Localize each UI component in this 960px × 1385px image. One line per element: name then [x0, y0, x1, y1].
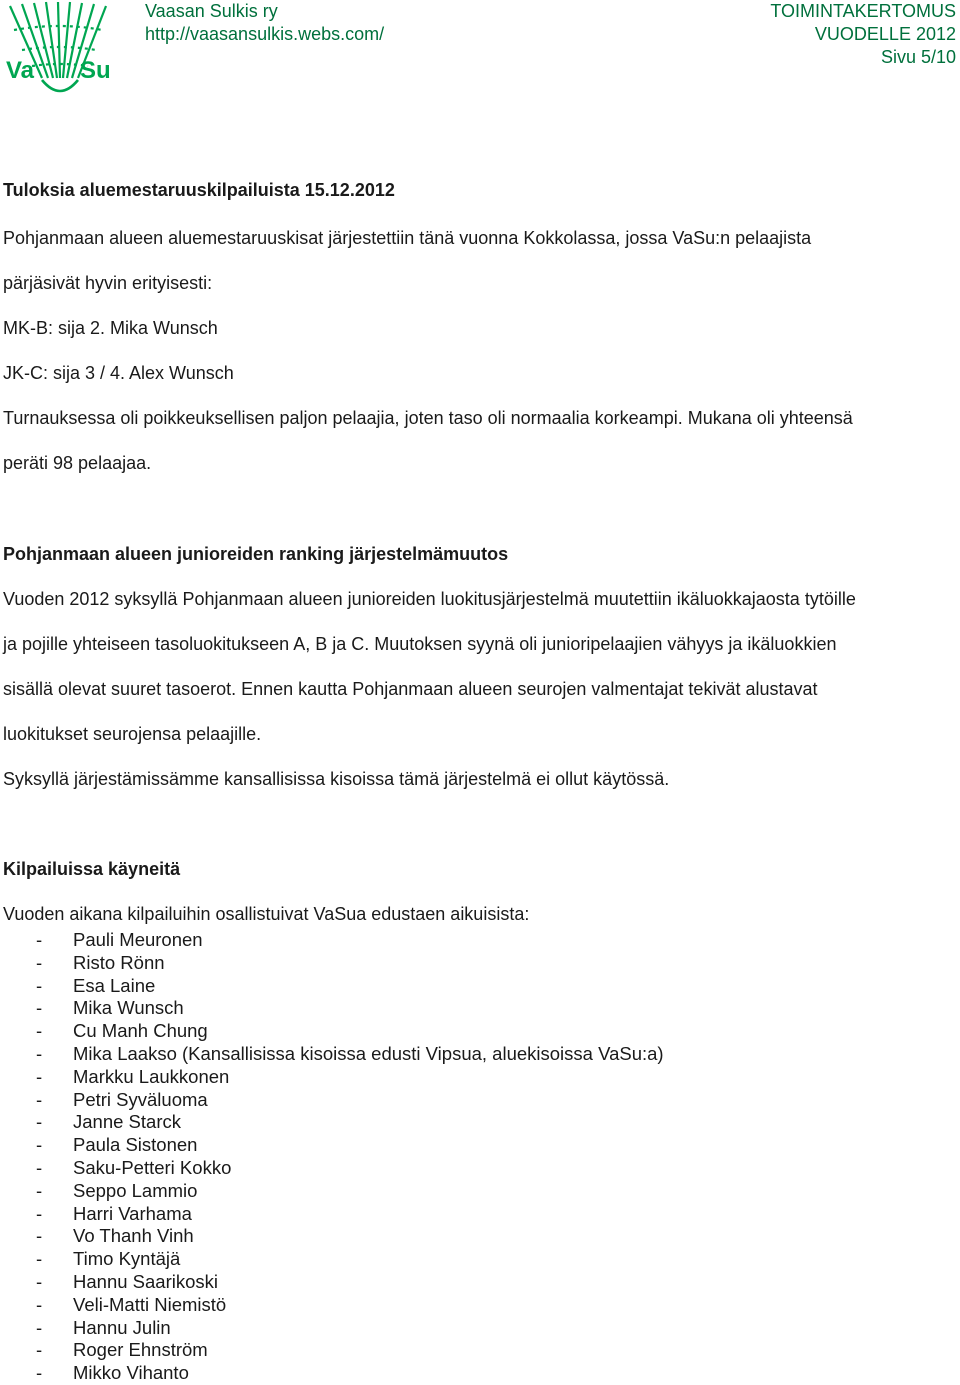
list-dash: -	[36, 1065, 43, 1087]
player-list-item	[36, 929, 664, 952]
player-name: Mikko Vihanto	[73, 1362, 189, 1384]
player-name: Markku Laukkonen	[73, 1065, 230, 1087]
player-list-item	[36, 1134, 664, 1157]
header-right	[770, 0, 956, 69]
player-name: Mika Laakso (Kansallisissa kisoissa edusti Vipsua, aluekisoissa VaSu:a)	[73, 1042, 664, 1064]
paragraph-line: JK-C: sija 3 / 4. Alex Wunsch	[3, 363, 234, 383]
player-list-item	[36, 1248, 664, 1271]
paragraph-line: Pohjanmaan alueen aluemestaruuskisat järjestettiin tänä vuonna Kokkolassa, jossa VaSu:n pelaajista	[3, 228, 812, 248]
logo-text-va: Va	[6, 57, 35, 84]
list-dash: -	[36, 1020, 43, 1042]
player-name: Hannu Saarikoski	[73, 1270, 218, 1292]
list-dash: -	[36, 1202, 43, 1224]
list-dash: -	[36, 1339, 43, 1361]
player-name: Seppo Lammio	[73, 1179, 198, 1201]
player-list-item	[36, 1157, 664, 1180]
player-name: Saku-Petteri Kokko	[73, 1156, 232, 1178]
player-list-item	[36, 1111, 664, 1134]
player-list-item	[36, 952, 664, 975]
player-list-item	[36, 975, 664, 998]
list-dash: -	[36, 974, 43, 996]
list-dash: -	[36, 951, 43, 973]
competitors-intro: Vuoden aikana kilpailuihin osallistuivat VaSua edustaen aikuisista:	[3, 904, 530, 924]
player-name: Veli-Matti Niemistö	[73, 1293, 227, 1315]
player-list-item	[36, 1225, 664, 1248]
list-dash: -	[36, 1111, 43, 1133]
list-dash: -	[36, 1088, 43, 1110]
player-list-item	[36, 1339, 664, 1362]
paragraph-line: luokitukset seurojensa pelaajille.	[3, 724, 262, 744]
paragraph-line: MK-B: sija 2. Mika Wunsch	[3, 318, 218, 338]
player-name: Vo Thanh Vinh	[73, 1225, 194, 1247]
list-dash: -	[36, 1179, 43, 1201]
paragraph-line: Vuoden 2012 syksyllä Pohjanmaan alueen junioreiden luokitusjärjestelmä muutettiin ikäluokkajaosta tytöille	[3, 589, 856, 609]
paragraph-line: Syksyllä järjestämissämme kansallisissa kisoissa tämä järjestelmä ei ollut käytössä.	[3, 769, 670, 789]
players-list	[36, 929, 664, 1385]
header-left	[145, 0, 384, 46]
list-dash: -	[36, 1225, 43, 1247]
list-dash: -	[36, 1316, 43, 1338]
paragraph-line: sisällä olevat suuret tasoerot. Ennen kautta Pohjanmaan alueen seurojen valmentajat tekivät alustavat	[3, 679, 818, 699]
section-heading-results: Tuloksia aluemestaruuskilpailuista 15.12.2012	[3, 180, 395, 200]
player-list-item	[36, 1020, 664, 1043]
paragraph-line: ja pojille yhteiseen tasoluokitukseen A, B ja C. Muutoksen syynä oli junioripelaajien vähyys ja ikäluokkien	[3, 634, 837, 654]
page-number: Sivu 5/10	[880, 47, 956, 67]
list-dash: -	[36, 1270, 43, 1292]
player-list-item	[36, 1089, 664, 1112]
player-list-item	[36, 1180, 664, 1203]
paragraph-line: peräti 98 pelaajaa.	[3, 453, 152, 473]
player-list-item	[36, 1317, 664, 1340]
logo-text-su: Su	[80, 57, 111, 84]
player-list-item	[36, 1203, 664, 1226]
player-name: Paula Sistonen	[73, 1134, 198, 1156]
list-dash: -	[36, 1362, 43, 1384]
player-list-item	[36, 1043, 664, 1066]
doc-title-line1: TOIMINTAKERTOMUS	[770, 1, 956, 21]
player-name: Janne Starck	[73, 1111, 181, 1133]
list-dash: -	[36, 997, 43, 1019]
player-name: Mika Wunsch	[73, 997, 184, 1019]
player-name: Hannu Julin	[73, 1316, 171, 1338]
player-list-item	[36, 1362, 664, 1385]
player-name: Risto Rönn	[73, 951, 165, 973]
list-dash: -	[36, 1134, 43, 1156]
player-list-item	[36, 1271, 664, 1294]
list-dash: -	[36, 929, 43, 950]
player-name: Cu Manh Chung	[73, 1020, 208, 1042]
list-dash: -	[36, 1293, 43, 1315]
paragraph-line: pärjäsivät hyvin erityisesti:	[3, 273, 213, 293]
list-dash: -	[36, 1042, 43, 1064]
player-list-item	[36, 1294, 664, 1317]
player-name: Roger Ehnström	[73, 1339, 208, 1361]
website-link[interactable]: http://vaasansulkis.webs.com/	[145, 24, 385, 44]
player-name: Petri Syväluoma	[73, 1088, 208, 1110]
player-name: Timo Kyntäjä	[73, 1248, 181, 1270]
player-name: Esa Laine	[73, 974, 156, 996]
org-name: Vaasan Sulkis ry	[145, 1, 278, 21]
section-heading-competitors: Kilpailuissa käyneitä	[3, 859, 181, 879]
section-heading-ranking: Pohjanmaan alueen junioreiden ranking järjestelmämuutos	[3, 544, 509, 564]
player-list-item	[36, 997, 664, 1020]
player-name: Harri Varhama	[73, 1202, 192, 1224]
list-dash: -	[36, 1156, 43, 1178]
player-list-item	[36, 1066, 664, 1089]
list-dash: -	[36, 1248, 43, 1270]
vasu-logo	[2, 0, 114, 100]
player-name: Pauli Meuronen	[73, 929, 203, 950]
paragraph-line: Turnauksessa oli poikkeuksellisen paljon pelaajia, joten taso oli normaalia korkeampi. Mukana oli yhteensä	[3, 408, 853, 428]
doc-title-line2: VUODELLE 2012	[814, 24, 956, 44]
